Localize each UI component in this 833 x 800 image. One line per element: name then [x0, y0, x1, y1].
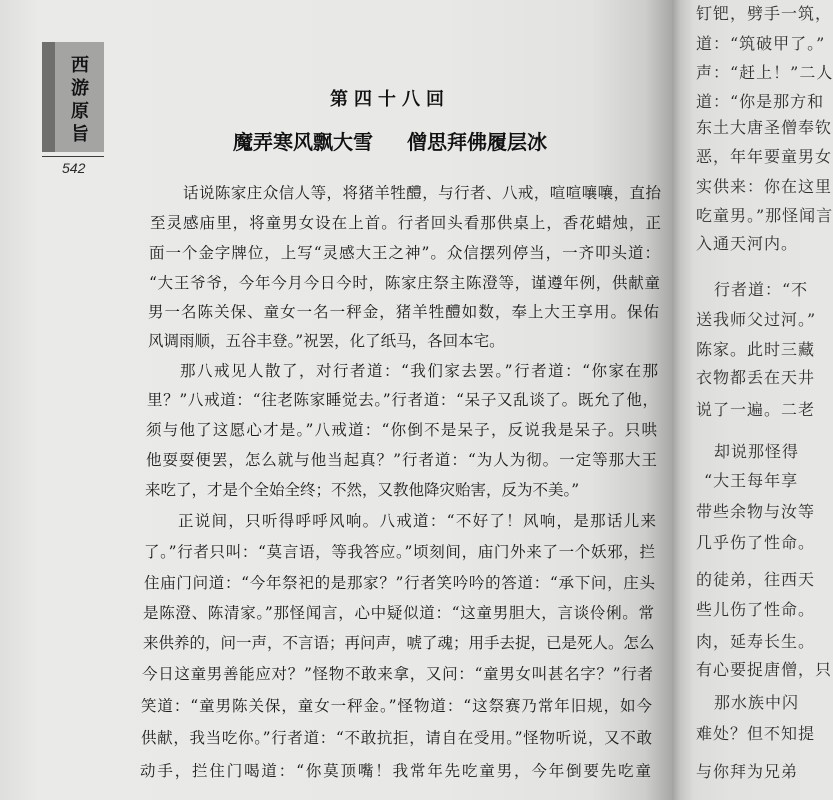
- text-line: 入通天河内。: [696, 234, 799, 253]
- text-line: 里？”八戒道：“往老陈家睡觉去。”行者道：“呆子又乱谈了。既允了他，: [147, 391, 658, 409]
- text-line: 些儿伤了性命。: [696, 600, 816, 619]
- text-line: 道：“你是那方和: [696, 92, 825, 111]
- text-line: 几乎伤了性命。: [696, 533, 816, 552]
- page-number: 542: [62, 160, 86, 176]
- text-line: 声：“赶上！”二人: [696, 63, 833, 82]
- chapter-title-first-half: 魔弄寒风飘大雪: [233, 130, 373, 154]
- text-line: 那八戒见人散了，对行者道：“我们家去罢。”行者道：“你家在那: [180, 362, 658, 380]
- text-line: 吃童男。”那怪闻言: [696, 206, 833, 225]
- text-line: “大王每年享: [704, 471, 799, 490]
- text-line: 动手，拦住门喝道：“你莫顶嘴！我常年先吃童男，今年倒要先吃童: [140, 762, 651, 780]
- text-line: 衣物都丢在天井: [696, 368, 816, 387]
- text-line: 恶，年年要童男女: [696, 147, 833, 166]
- right-page: [672, 0, 833, 800]
- text-line: 行者道：“不: [714, 280, 809, 299]
- text-line: 那水族中闪: [714, 693, 800, 712]
- text-line: 住庙门问道：“今年祭祀的是那家？”行者笑吟吟的答道：“承下问，庄头: [144, 574, 655, 592]
- page-edge-shadow: [0, 0, 40, 800]
- text-line: 陈家。此时三藏: [696, 340, 816, 359]
- text-line: “大王爷爷，今年今月今日今时，陈家庄祭主陈澄等，谨遵年例，供献童: [149, 274, 660, 292]
- text-line: 面一个金字牌位，上写“灵感大王之神”。众信摆列停当，一齐叩头道：: [149, 244, 660, 262]
- text-line: 是陈澄、陈清家。”那怪闻言，心中疑似道：“这童男胆大，言谈伶俐。常: [143, 604, 654, 622]
- text-line: 今日这童男善能应对？”怪物不敢来拿，又问：“童男女叫甚名字？”行者: [142, 665, 653, 683]
- text-line: 男一名陈关保、童女一名一秤金，猪羊牲醴如数，奉上大王享用。保佑: [148, 303, 659, 321]
- text-line: 话说陈家庄众信人等，将猪羊牲醴，与行者、八戒，喧喧嚷嚷，直抬: [183, 184, 661, 202]
- text-line: 了。”行者只叫：“莫言语，等我答应。”顷刻间，庙门外来了一个妖邪，拦: [144, 543, 655, 561]
- text-line: 钉钯，劈手一筑，: [696, 4, 833, 23]
- text-line: 肉，延寿长生。: [696, 632, 816, 651]
- text-line: 送我师父过河。”: [696, 310, 817, 329]
- text-line: 风调雨顺，五谷丰登。”祝罢，化了纸马，各回本宅。: [148, 332, 505, 350]
- chapter-number: 第四十八回: [330, 89, 450, 110]
- text-line: 实供来：你在这里: [696, 177, 833, 196]
- text-line: 笑道：“童男陈关保，童女一秤金。”怪物道：“这祭赛乃常年旧规，如今: [141, 697, 652, 715]
- chapter-title: [233, 129, 547, 155]
- book-title: 西游原旨: [68, 55, 89, 147]
- text-line: 东土大唐圣僧奉钦: [696, 118, 833, 137]
- right-page-text: [672, 0, 833, 800]
- text-line: 正说间，只听得呼呼风响。八戒道：“不好了！风响，是那话儿来: [178, 512, 656, 530]
- text-line: 供献，我当吃你。”行者道：“不敢抗拒，请自在受用。”怪物听说，又不敢: [141, 729, 652, 747]
- side-tab-stripe: [42, 42, 55, 152]
- text-line: 带些余物与汝等: [696, 502, 816, 521]
- text-line: 说了一遍。二老: [696, 400, 816, 419]
- side-tab: [42, 42, 104, 152]
- text-line: 有心要捉唐僧，只: [696, 660, 833, 679]
- side-tab-rule: [42, 156, 104, 157]
- text-line: 来吃了，才是个全始全终；不然，又教他降灾贻害，反为不美。”: [145, 481, 580, 499]
- text-line: 道：“筑破甲了。”: [696, 34, 826, 53]
- chapter-title-second-half: 僧思拜佛履层冰: [407, 130, 547, 154]
- text-line: 须与他了这愿心才是。”八戒道：“你倒不是呆子，反说我是呆子。只哄: [146, 421, 657, 439]
- text-line: 至灵感庙里，将童男女设在上首。行者回头看那供桌上，香花蜡烛，正: [150, 214, 661, 232]
- text-line: 难处？但不知提: [696, 724, 816, 743]
- text-line: 的徒弟，往西天: [696, 570, 816, 589]
- text-line: 与你拜为兄弟: [696, 762, 799, 781]
- text-line: 却说那怪得: [714, 442, 800, 461]
- text-line: 他耍耍便罢，怎么就与他当起真？”行者道：“为人为彻。一定等那大王: [146, 451, 657, 469]
- text-line: 来供养的，问一声，不言语；再问声，唬了魂；用手去捉，已是死人。怎么: [143, 634, 655, 652]
